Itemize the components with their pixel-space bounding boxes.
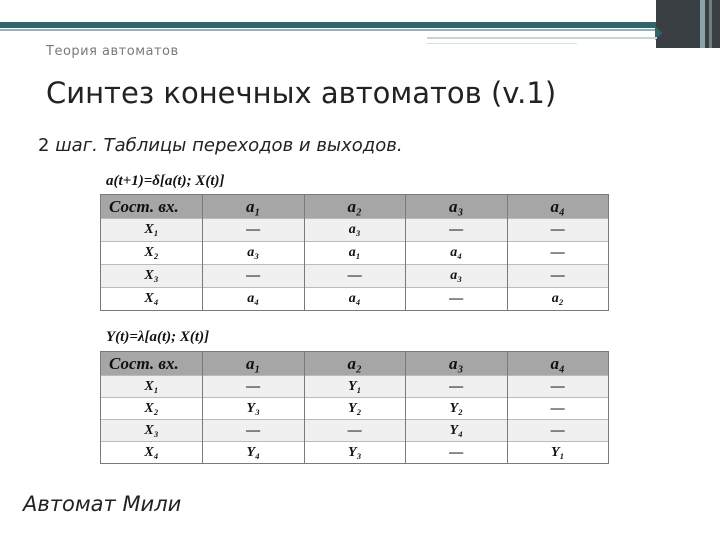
column-header: a₃ (406, 352, 508, 376)
output-formula: Y(t)=λ[a(t); X(t)] (106, 329, 210, 345)
column-header: a₄ (507, 352, 609, 376)
row-header: X₁ (101, 219, 203, 242)
table-cell: a₄ (406, 242, 508, 265)
table-row (101, 242, 609, 265)
table-cell: a₃ (203, 242, 305, 265)
table-cell: — (406, 219, 508, 242)
table-row (101, 265, 609, 288)
table-row (101, 376, 609, 398)
table-cell: — (304, 420, 406, 442)
step-text: шаг. Таблицы переходов и выходов. (55, 135, 403, 156)
table-corner-header: Сост. вх. (101, 195, 203, 219)
table-cell: Y₃ (304, 442, 406, 464)
table-cell: a₄ (203, 288, 305, 311)
row-header: X₂ (101, 398, 203, 420)
table-cell: a₂ (507, 288, 609, 311)
table-cell: — (406, 288, 508, 311)
corner-stripe (700, 0, 705, 48)
table-cell: — (203, 265, 305, 288)
column-header: a₁ (203, 195, 305, 219)
header-subline (427, 37, 657, 39)
table-cell: — (507, 376, 609, 398)
column-header: a₂ (304, 195, 406, 219)
table-row (101, 219, 609, 242)
table-header-row (101, 352, 609, 376)
table-cell: — (507, 242, 609, 265)
column-header: a₂ (304, 352, 406, 376)
slide-title: Синтез конечных автоматов (v.1) (46, 76, 557, 110)
column-header: a₄ (507, 195, 609, 219)
transition-table (100, 194, 609, 311)
table-cell: — (507, 219, 609, 242)
output-table (100, 351, 609, 464)
table-cell: — (203, 219, 305, 242)
header-subline-thin (427, 43, 577, 44)
table-cell: Y₂ (406, 398, 508, 420)
table-cell: a₃ (406, 265, 508, 288)
table-cell: — (203, 376, 305, 398)
table-cell: — (507, 265, 609, 288)
table-cell: Y₂ (304, 398, 406, 420)
table-cell: Y₄ (406, 420, 508, 442)
table-row (101, 420, 609, 442)
table-cell: — (406, 442, 508, 464)
row-header: X₂ (101, 242, 203, 265)
table-cell: Y₁ (304, 376, 406, 398)
slide-subject: Теория автоматов (46, 44, 179, 59)
footer-label: Автомат Мили (23, 492, 182, 516)
table-cell: Y₃ (203, 398, 305, 420)
table-cell: — (203, 420, 305, 442)
row-header: X₁ (101, 376, 203, 398)
table-cell: a₄ (304, 288, 406, 311)
table-cell: — (304, 265, 406, 288)
table-cell: a₁ (304, 242, 406, 265)
column-header: a₁ (203, 352, 305, 376)
header-accent-underline (0, 29, 720, 31)
row-header: X₃ (101, 265, 203, 288)
column-header: a₃ (406, 195, 508, 219)
header-accent-bar (0, 22, 720, 28)
corner-stripe-thin (709, 0, 712, 48)
table-cell: — (406, 376, 508, 398)
row-header: X₄ (101, 288, 203, 311)
transition-formula: a(t+1)=δ[a(t); X(t)] (106, 173, 225, 189)
step-number: 2 (38, 135, 56, 156)
table-row (101, 398, 609, 420)
row-header: X₄ (101, 442, 203, 464)
step-heading (38, 135, 403, 156)
table-cell: Y₄ (203, 442, 305, 464)
table-cell: Y₁ (507, 442, 609, 464)
table-row (101, 442, 609, 464)
table-row (101, 288, 609, 311)
row-header: X₃ (101, 420, 203, 442)
table-cell: — (507, 420, 609, 442)
table-cell: a₃ (304, 219, 406, 242)
table-corner-header: Сост. вх. (101, 352, 203, 376)
table-header-row (101, 195, 609, 219)
table-cell: — (507, 398, 609, 420)
